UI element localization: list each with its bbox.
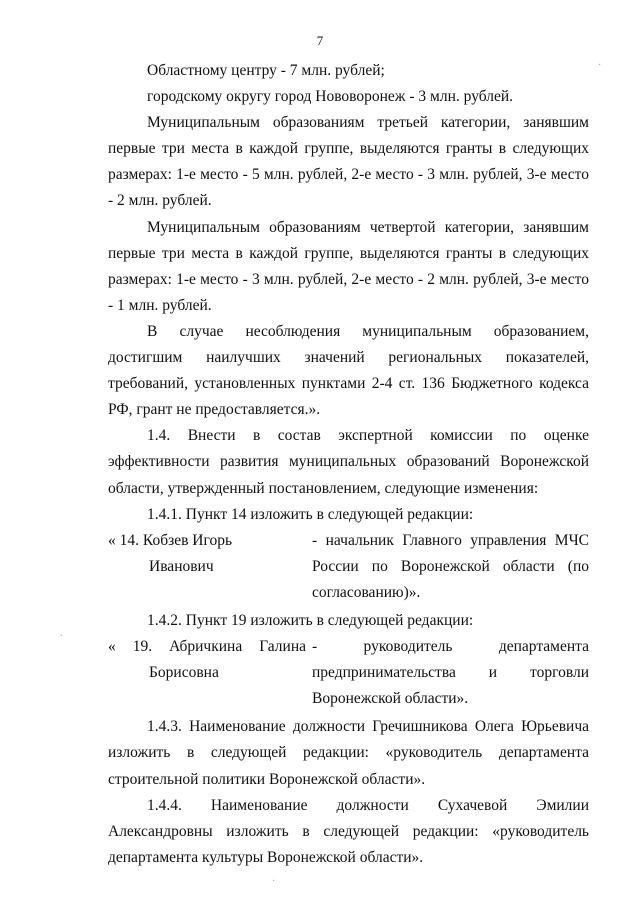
paragraph-1-4-1: 1.4.1. Пункт 14 изложить в следующей редакции: [147,505,474,523]
paragraph-1-4-4: 1.4.4. Наименование должности Сухачевой Эмилии Александровны изложить в следующей редакции: «руководитель департамента культуры Воронежской области». [108,796,589,866]
entry-19-name-line: Борисовна [149,664,219,682]
entry-14-name-line: « 14. Кобзев Игорь [108,531,233,549]
paragraph-fourth-category: Муниципальным образованиям четвертой категории, занявшим первые три места в каждой группе, выделяются гранты в следующих размерах: 1-е место - 3 млн. рублей, 2-е место - 2 млн. рублей, 3-е место - 1 млн. рублей. [108,218,589,314]
entry-19-position [312,634,589,712]
entry-14-position [312,528,589,606]
scan-speck: . [60,628,63,639]
paragraph-1-4: 1.4. Внести в состав экспертной комиссии по оценке эффективности развития муниципальных образований Воронежской области, утвержденный постановлением, следующие изменения: [108,427,589,497]
paragraph-regional-center: Областному центру - 7 млн. рублей; [147,62,385,79]
entry-19-position-line: - руководитель департамента [312,638,589,656]
document-body [108,58,589,871]
entry-14-position-line: согласованию)». [312,583,421,601]
scan-speck: · [598,60,602,71]
entry-19-name-line: « 19. Абричкина Галина [108,638,306,656]
entry-14 [108,528,589,606]
paragraph-1-4-2: 1.4.2. Пункт 19 изложить в следующей редакции: [147,611,474,629]
entry-19 [108,634,589,712]
entry-14-position-line: России по Воронежской области (по [312,557,589,575]
page-number: 7 [316,33,324,48]
entry-14-name [108,528,312,606]
entry-14-position-line: - начальник Главного управления МЧС [312,531,589,549]
paragraph-noncompliance: В случае несоблюдения муниципальным образованием, достигшим наилучших значений региональных показателей, требований, установленных пунктами 2-4 ст. 136 Бюджетного кодекса РФ, грант не предоставляется.». [108,322,589,419]
entry-14-name-line: Иванович [149,557,214,575]
entry-19-position-line: Воронежской области». [312,690,469,708]
entry-19-position-line: предпринимательства и торговли [312,664,589,682]
paragraph-novovoronezh: городскому округу город Нововоронеж - 3 млн. рублей. [147,88,514,106]
scan-speck: · [272,876,276,887]
paragraph-third-category: Муниципальным образованиям третьей категории, занявшим первые три места в каждой группе, выделяются гранты в следующих размерах: 1-е место - 5 млн. рублей, 2-е место - 3 млн. рублей, 3-е место - 2 млн. рублей. [108,114,589,210]
entry-19-name [108,634,312,712]
paragraph-1-4-3: 1.4.3. Наименование должности Гречишникова Олега Юрьевича изложить в следующей редакции: «руководитель департамента строительной политики Воронежской области». [108,718,589,788]
